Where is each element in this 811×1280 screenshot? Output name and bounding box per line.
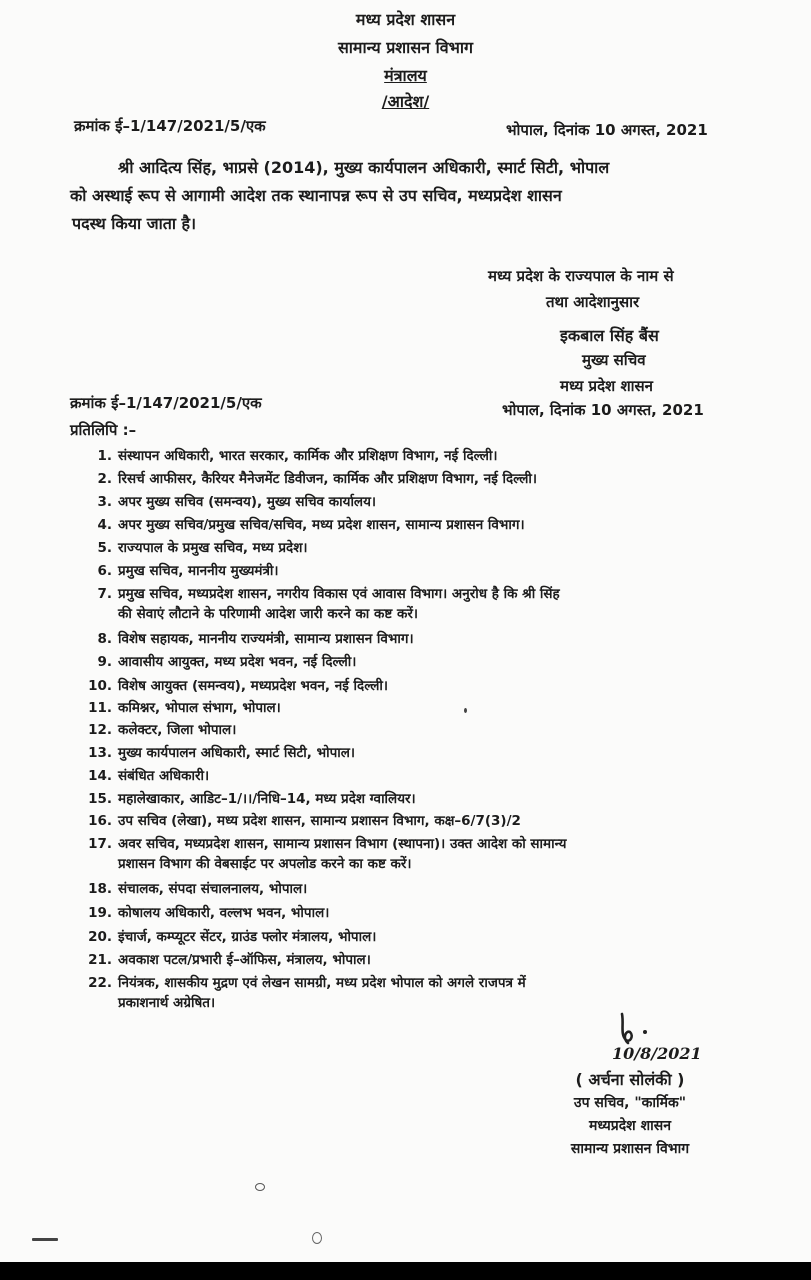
- list-item: 5. राज्यपाल के प्रमुख सचिव, मध्य प्रदेश।: [97, 540, 308, 556]
- handwritten-signature: [612, 1010, 658, 1048]
- header-department: सामान्य प्रशासन विभाग: [337, 38, 474, 57]
- list-item: 18. संचालक, संपदा संचालनालय, भोपाल।: [88, 881, 308, 897]
- list-item: 15. महालेखाकार, आडिट–1/।।/निधि–14, मध्य प्रदेश ग्वालियर।: [88, 791, 416, 807]
- copy-heading: प्रतिलिपि :–: [70, 421, 137, 439]
- list-item: 4. अपर मुख्य सचिव/प्रमुख सचिव/सचिव, मध्य प्रदेश शासन, सामान्य प्रशासन विभाग।: [97, 517, 525, 533]
- order-body-line-3: पदस्थ किया जाता है।: [72, 214, 197, 233]
- list-item: 22. नियंत्रक, शासकीय मुद्रण एवं लेखन सामग्री, मध्य प्रदेश भोपाल को अगले राजपत्र में प्रकाशनार्थ अग्रेषित।: [88, 975, 526, 1011]
- order-body-line-1: श्री आदित्य सिंह, भाप्रसे (2014), मुख्य कार्यपालन अधिकारी, स्मार्ट सिटी, भोपाल: [118, 158, 610, 177]
- scan-speck: [464, 708, 467, 713]
- list-item: 12. कलेक्टर, जिला भोपाल।: [88, 722, 237, 738]
- scan-speck: [312, 1232, 322, 1244]
- authority-line-2: तथा आदेशानुसार: [546, 293, 640, 311]
- list-item: 1. संस्थापन अधिकारी, भारत सरकार, कार्मिक और प्रशिक्षण विभाग, नई दिल्ली।: [97, 448, 498, 464]
- copy-date: भोपाल, दिनांक 10 अगस्त, 2021: [502, 401, 704, 419]
- list-item: 14. संबंधित अधिकारी।: [88, 768, 210, 784]
- authority-title: मुख्य सचिव: [582, 351, 646, 369]
- header-order-title: /आदेश/: [381, 92, 430, 111]
- list-item: 3. अपर मुख्य सचिव (समन्वय), मुख्य सचिव कार्यालय।: [97, 494, 377, 510]
- authority-org: मध्य प्रदेश शासन: [560, 377, 654, 395]
- list-item: 19. कोषालय अधिकारी, वल्लभ भवन, भोपाल।: [88, 905, 330, 921]
- list-item: 16. उप सचिव (लेखा), मध्य प्रदेश शासन, सामान्य प्रशासन विभाग, कक्ष–6/7(3)/2: [88, 813, 521, 829]
- list-item: 6. प्रमुख सचिव, माननीय मुख्यमंत्री।: [97, 563, 279, 579]
- list-item: 20. इंचार्ज, कम्प्यूटर सेंटर, ग्राउंड फ्लोर मंत्रालय, भोपाल।: [88, 929, 377, 945]
- signatory-department: सामान्य प्रशासन विभाग: [570, 1141, 690, 1157]
- order-ref-number: क्रमांक ई–1/147/2021/5/एक: [74, 117, 266, 135]
- order-body-line-2: को अस्थाई रूप से आगामी आदेश तक स्थानापन्न रूप से उप सचिव, मध्यप्रदेश शासन: [70, 186, 562, 205]
- list-item: 13. मुख्य कार्यपालन अधिकारी, स्मार्ट सिटी, भोपाल।: [88, 745, 356, 761]
- header-government: मध्य प्रदेश शासन: [355, 10, 456, 29]
- signature-date: 10/8/2021: [612, 1044, 702, 1063]
- authority-line-1: मध्य प्रदेश के राज्यपाल के नाम से: [488, 267, 674, 285]
- list-item: 7. प्रमुख सचिव, मध्यप्रदेश शासन, नगरीय विकास एवं आवास विभाग। अनुरोध है कि श्री सिंह की सेवाएं लौटाने के परिणामी आदेश जारी करने का कष्ट करें।: [97, 586, 560, 622]
- list-item: 17. अवर सचिव, मध्यप्रदेश शासन, सामान्य प्रशासन विभाग (स्थापना)। उक्त आदेश को सामान्य प्रशासन विभाग की वेबसाईट पर अपलोड करने का कष्ट करें।: [88, 836, 567, 872]
- order-date: भोपाल, दिनांक 10 अगस्त, 2021: [506, 121, 708, 139]
- bottom-border: [0, 1262, 811, 1280]
- signatory-org: मध्यप्रदेश शासन: [589, 1118, 671, 1134]
- copy-ref-number: क्रमांक ई–1/147/2021/5/एक: [70, 394, 262, 412]
- list-item: 2. रिसर्च आफीसर, कैरियर मैनेजमेंट डिवीजन, कार्मिक और प्रशिक्षण विभाग, नई दिल्ली।: [97, 471, 538, 487]
- header-ministry: मंत्रालय: [384, 66, 427, 85]
- list-item: 8. विशेष सहायक, माननीय राज्यमंत्री, सामान्य प्रशासन विभाग।: [97, 631, 414, 647]
- list-item: 11. कमिश्नर, भोपाल संभाग, भोपाल।: [88, 700, 281, 716]
- authority-name: इकबाल सिंह बैंस: [560, 326, 659, 345]
- list-item: 21. अवकाश पटल/प्रभारी ई–ऑफिस, मंत्रालय, भोपाल।: [88, 952, 371, 968]
- scan-speck: [32, 1238, 58, 1241]
- signatory-title: उप सचिव, "कार्मिक": [573, 1095, 687, 1111]
- scan-speck: [255, 1183, 265, 1191]
- list-item: 9. आवासीय आयुक्त, मध्य प्रदेश भवन, नई दिल्ली।: [97, 654, 357, 670]
- list-item: 10. विशेष आयुक्त (समन्वय), मध्यप्रदेश भवन, नई दिल्ली।: [88, 678, 389, 694]
- signatory-name: ( अर्चना सोलंकी ): [575, 1070, 685, 1089]
